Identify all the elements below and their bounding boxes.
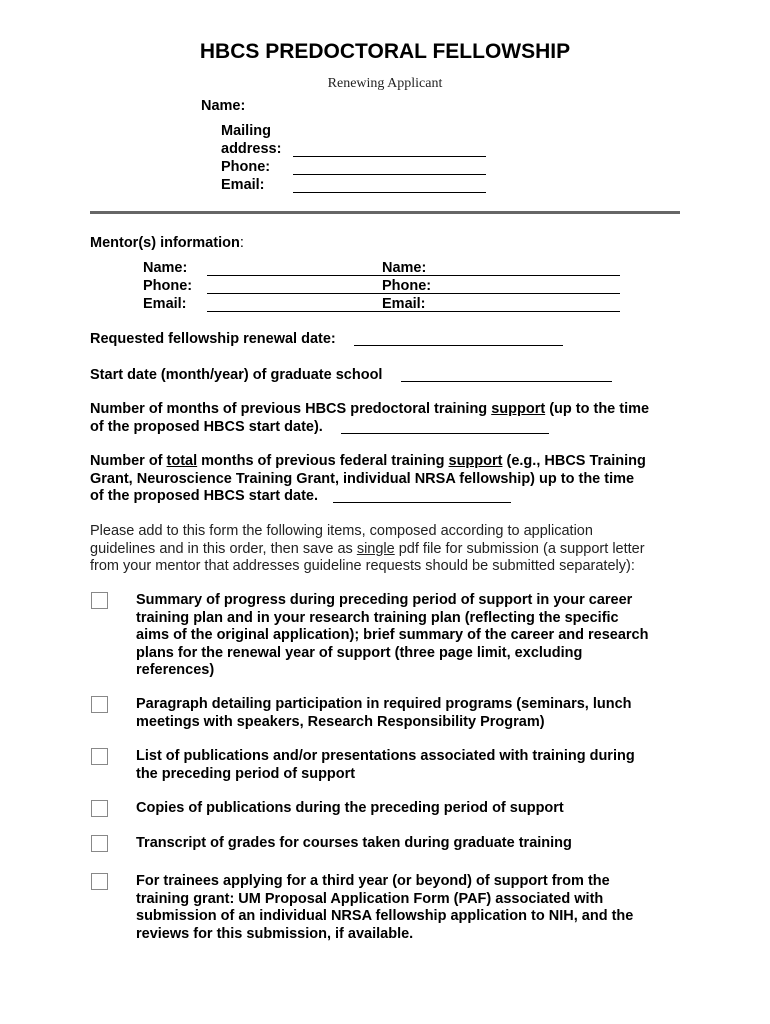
- start-date-field[interactable]: [401, 381, 612, 382]
- total-months-text-c: (e.g., HBCS Training: [502, 453, 646, 469]
- mentor1-name-field[interactable]: [207, 275, 380, 276]
- instructions-line2: [90, 541, 690, 559]
- checklist-checkbox-3[interactable]: [91, 748, 108, 765]
- mailing-address-field[interactable]: [293, 156, 486, 157]
- total-months-question: [90, 453, 690, 506]
- total-months-text-a: Number of: [90, 453, 167, 469]
- checklist-item-2-line: Paragraph detailing participation in required programs (seminars, lunch: [136, 696, 632, 712]
- page-subtitle: Renewing Applicant: [327, 76, 443, 91]
- mentor1-phone-label: Phone:: [143, 278, 193, 294]
- checklist-item-1-line: plans for the renewal year of support (three page limit, excluding: [136, 644, 583, 661]
- checklist-item-1-line: Summary of progress during preceding period of support in your career: [136, 592, 633, 608]
- checklist-checkbox-1[interactable]: [91, 592, 108, 609]
- mentor1-email-field[interactable]: [207, 311, 380, 312]
- checklist-item-6-line: submission of an individual NRSA fellowship application to NIH, and the: [136, 908, 634, 924]
- months-previous-text-a: Number of months of previous HBCS predoctoral training: [90, 401, 492, 417]
- checklist-item-3: [136, 748, 676, 783]
- start-date-label: Start date (month/year) of graduate school: [90, 367, 383, 383]
- instructions-single: single: [356, 540, 395, 557]
- mentor2-email-label: Email:: [382, 296, 426, 312]
- checklist-item-3-line: List of publications and/or presentations associated with training during: [136, 748, 635, 764]
- mentor-heading: [90, 235, 244, 251]
- months-previous-field[interactable]: [341, 433, 549, 434]
- checklist-item-2-line: meetings with speakers, Research Responsibility Program): [136, 713, 545, 730]
- months-previous-line2: of the proposed HBCS start date).: [90, 418, 323, 435]
- checklist-item-1-line: references): [136, 662, 215, 678]
- checklist-item-6-line: reviews for this submission, if available.: [136, 925, 414, 942]
- mentor-heading-text: Mentor(s) information: [90, 235, 240, 251]
- checklist-item-5: [136, 835, 676, 853]
- checklist-item-6: [136, 873, 676, 943]
- mentor2-name-field[interactable]: [380, 275, 620, 276]
- applicant-email-label: Email:: [221, 177, 265, 193]
- mentor-heading-colon: :: [239, 235, 244, 251]
- checklist-checkbox-6[interactable]: [91, 873, 108, 890]
- months-previous-question: [90, 401, 690, 436]
- mentor2-email-field[interactable]: [380, 311, 620, 312]
- renewal-date-label: Requested fellowship renewal date:: [90, 331, 336, 347]
- mailing-label-line2: address:: [221, 141, 282, 157]
- page-title: HBCS PREDOCTORAL FELLOWSHIP: [199, 40, 571, 63]
- instructions-paragraph: [90, 523, 690, 576]
- checklist-item-2: [136, 696, 676, 731]
- checklist-item-4: [136, 800, 676, 818]
- total-months-field[interactable]: [333, 502, 511, 503]
- checklist-checkbox-4[interactable]: [91, 800, 108, 817]
- checklist-item-4-line: Copies of publications during the preceding period of support: [136, 800, 564, 816]
- checklist-item-3-line: the preceding period of support: [136, 765, 356, 782]
- checklist-item-5-line: Transcript of grades for courses taken during graduate training: [136, 835, 572, 851]
- instructions-line3: from your mentor that addresses guideline requests should be submitted separately):: [90, 558, 635, 574]
- renewal-date-field[interactable]: [354, 345, 563, 346]
- total-months-line1: [90, 453, 690, 471]
- total-months-total: total: [166, 453, 198, 469]
- section-divider: [90, 211, 680, 214]
- total-months-support: support: [448, 453, 503, 469]
- instructions-line1: Please add to this form the following items, composed according to application: [90, 523, 593, 539]
- total-months-text-b: months of previous federal training: [197, 453, 449, 469]
- total-months-line2: Grant, Neuroscience Training Grant, individual NRSA fellowship) up to the time: [90, 470, 635, 487]
- mailing-label-line1: Mailing: [221, 123, 271, 139]
- checklist-item-1: [136, 592, 676, 680]
- applicant-phone-label: Phone:: [221, 159, 271, 175]
- checklist-item-6-line: training grant: UM Proposal Application Form (PAF) associated with: [136, 890, 604, 907]
- applicant-email-field[interactable]: [293, 192, 486, 193]
- months-previous-support: support: [491, 401, 546, 417]
- mentor1-email-label: Email:: [143, 296, 187, 312]
- checklist-item-1-line: training plan and in your research training plan (reflecting the specific: [136, 609, 619, 626]
- instructions-line2-b: pdf file for submission (a support letter: [394, 540, 645, 557]
- instructions-line2-a: guidelines and in this order, then save as: [90, 540, 357, 557]
- total-months-line3: of the proposed HBCS start date.: [90, 488, 318, 504]
- checklist-item-6-line: For trainees applying for a third year (or beyond) of support from the: [136, 873, 610, 889]
- mentor1-name-label: Name:: [143, 260, 188, 276]
- checklist-checkbox-5[interactable]: [91, 835, 108, 852]
- mentor2-phone-field[interactable]: [380, 293, 620, 294]
- mentor1-phone-field[interactable]: [207, 293, 380, 294]
- months-previous-text-b: (up to the time: [545, 401, 650, 417]
- mentor2-name-label: Name:: [382, 260, 427, 276]
- applicant-name-label: Name:: [201, 98, 246, 114]
- applicant-phone-field[interactable]: [293, 174, 486, 175]
- months-previous-line1: [90, 401, 690, 419]
- mentor2-phone-label: Phone:: [382, 278, 432, 294]
- checklist-item-1-line: aims of the original application); brief summary of the career and research: [136, 627, 649, 643]
- checklist-checkbox-2[interactable]: [91, 696, 108, 713]
